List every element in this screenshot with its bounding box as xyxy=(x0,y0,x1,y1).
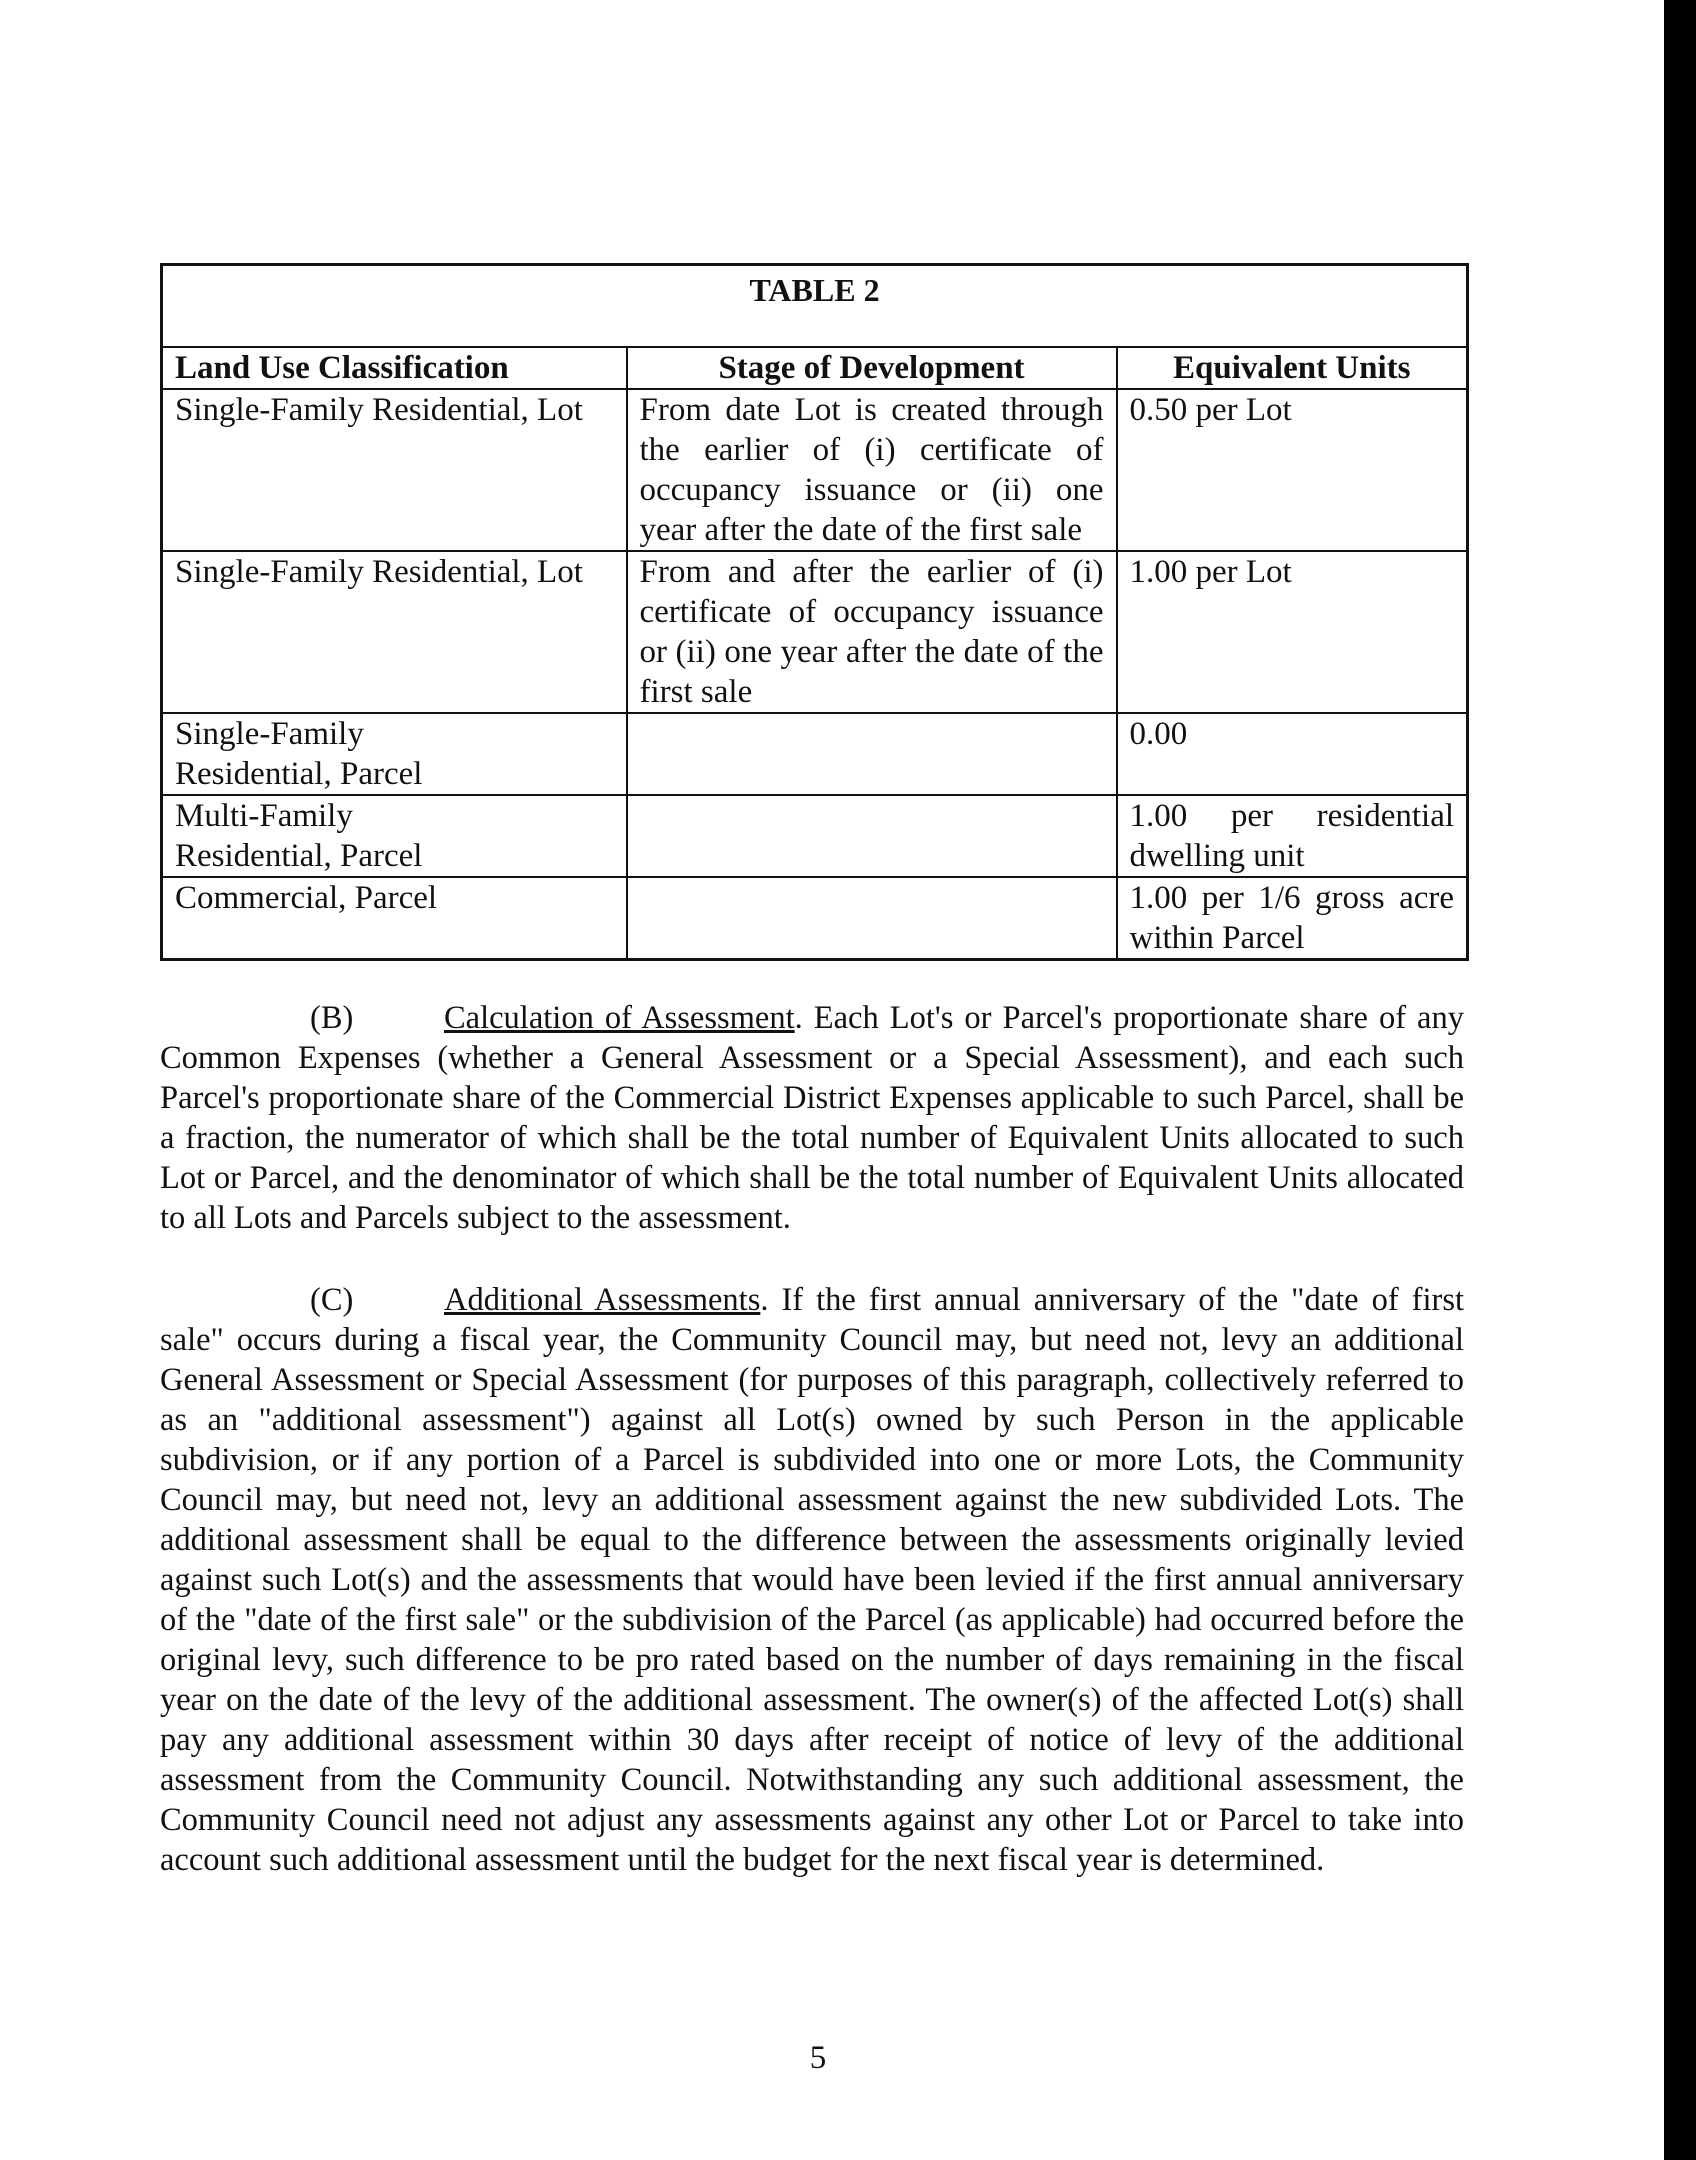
section-text: . Each Lot's or Parcel's proportionate share of any Common Expenses (whether a General Assessment or a Special Assessment), and each such Parcel's proportionate share of the Commercial District Expenses applicable to such Parcel, shall be a fraction, the numerator of which shall be the total number of Equivalent Units allocated to such Lot or Parcel, and the denominator of which shall be the total number of Equivalent Units allocated to all Lots and Parcels subject to the assessment. xyxy=(160,1000,1464,1236)
cell-stage xyxy=(627,713,1117,795)
cell-units: 1.00 per residential dwelling unit xyxy=(1117,795,1468,877)
cell-stage: From and after the earlier of (i) certificate of occupancy issuance or (ii) one year after the date of the first sale xyxy=(627,551,1117,713)
table-row xyxy=(162,551,1468,713)
paragraph-calculation-of-assessment xyxy=(160,998,1464,1238)
cell-classification: Multi-Family Residential, Parcel xyxy=(162,795,627,877)
table-title: TABLE 2 xyxy=(162,265,1468,348)
cell-classification: Single-Family Residential, Parcel xyxy=(162,713,627,795)
table-row xyxy=(162,713,1468,795)
paragraph-additional-assessments xyxy=(160,1280,1464,1880)
table-header-row xyxy=(162,347,1468,389)
page-number: 5 xyxy=(809,2040,827,2076)
table-row xyxy=(162,877,1468,960)
cell-classification: Commercial, Parcel xyxy=(162,877,627,960)
header-equivalent-units: Equivalent Units xyxy=(1117,347,1468,389)
section-heading: Additional Assessments xyxy=(444,1282,761,1318)
table-row xyxy=(162,795,1468,877)
cell-classification: Single-Family Residential, Lot xyxy=(162,551,627,713)
section-heading: Calculation of Assessment xyxy=(444,1000,795,1036)
table-row xyxy=(162,389,1468,551)
section-text: . If the first annual anniversary of the "date of first sale" occurs during a fiscal year, the Community Council may, but need not, levy an additional General Assessment or Special Assessment (for purposes of this paragraph, collectively referred to as an "additional assessment") against all Lot(s) owned by such Person in the applicable subdivision, or if any portion of a Parcel is subdivided into one or more Lots, the Community Council may, but need not, levy an additional assessment against the new subdivided Lots. The additional assessment shall be equal to the difference between the assessments originally levied against such Lot(s) and the assessments that would have been levied if the first annual anniversary of the "date of the first sale" or the subdivision of the Parcel (as applicable) had occurred before the original levy, such difference to be pro rated based on the number of days remaining in the fiscal year on the date of the levy of the additional assessment. The owner(s) of the affected Lot(s) shall pay any additional assessment within 30 days after receipt of notice of levy of the additional assessment from the Community Council. Notwithstanding any such additional assessment, the Community Council need not adjust any assessments against any other Lot or Parcel to take into account such additional assessment until the budget for the next fiscal year is determined. xyxy=(160,1282,1464,1878)
cell-units: 0.50 per Lot xyxy=(1117,389,1468,551)
cell-units: 1.00 per Lot xyxy=(1117,551,1468,713)
section-marker: (B) xyxy=(310,1000,354,1036)
cell-stage xyxy=(627,795,1117,877)
equivalent-units-table xyxy=(160,263,1469,961)
header-land-use-classification: Land Use Classification xyxy=(162,347,627,389)
section-marker: (C) xyxy=(310,1282,354,1318)
cell-stage xyxy=(627,877,1117,960)
cell-stage: From date Lot is created through the earlier of (i) certificate of occupancy issuance or (ii) one year after the date of the first sale xyxy=(627,389,1117,551)
scan-edge-bar xyxy=(1664,0,1696,2160)
cell-units: 0.00 xyxy=(1117,713,1468,795)
cell-units: 1.00 per 1/6 gross acre within Parcel xyxy=(1117,877,1468,960)
cell-classification: Single-Family Residential, Lot xyxy=(162,389,627,551)
header-stage-of-development: Stage of Development xyxy=(627,347,1117,389)
